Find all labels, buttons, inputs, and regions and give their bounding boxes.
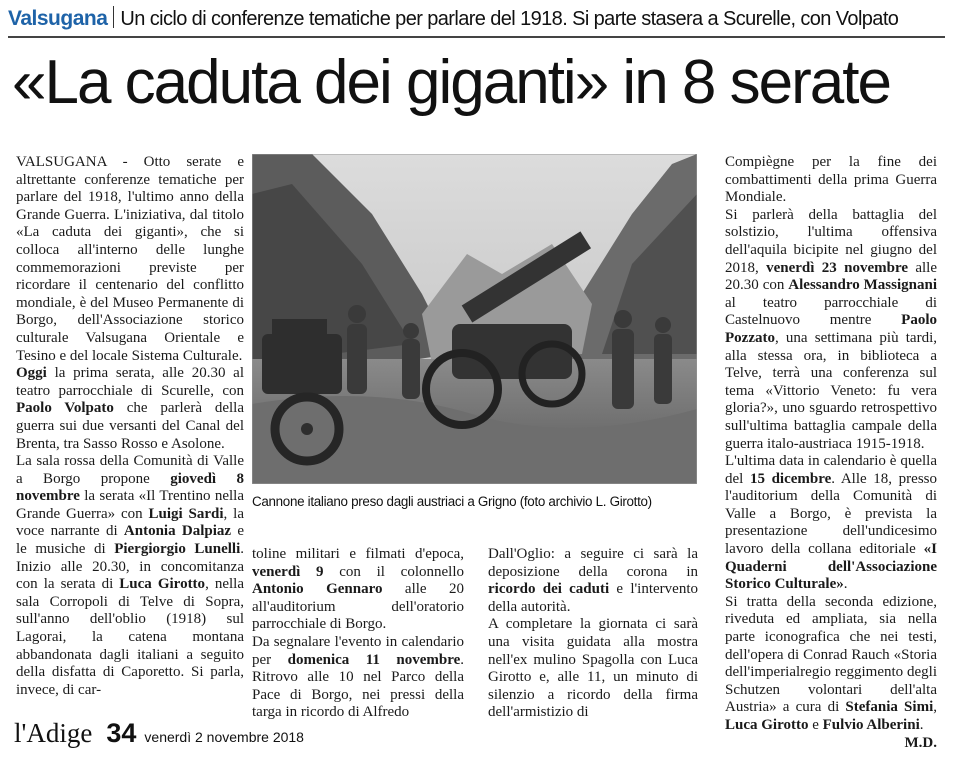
bold-text: Luca Girotto — [119, 576, 206, 593]
text: . Inizio alle 20.30, in concomitanza con la serata di — [16, 541, 244, 593]
bold-text: Stefania Simi — [845, 699, 934, 716]
bold-text: Piergiorgio Lunelli — [114, 541, 241, 558]
text: , — [933, 699, 937, 716]
text: che parlerà della guerra sui due versanti del Canal del Brenta, tra Sasso Rosso e Asolone. — [16, 400, 244, 452]
text: e — [808, 717, 823, 733]
photo-caption: Cannone italiano preso dagli austriaci a Grigno (foto archivio L. Girotto) — [252, 494, 652, 509]
text: La sala rossa della Comunità di Valle a Borgo propone — [16, 453, 244, 487]
paragraph — [16, 453, 244, 699]
paragraph: A completare la giornata ci sarà una visita guidata alla mostra nell'ex mulino Spagolla con Luca Girotto e, alle 11, un minuto di silenzio a ricordo della firma dell'armistizio di — [488, 616, 698, 721]
bold-text: Alessandro Massignani — [788, 277, 937, 294]
article-column-2 — [252, 546, 464, 722]
masthead-logo: l'Adige — [14, 718, 93, 748]
bold-text: Paolo Pozzato — [725, 312, 937, 346]
text: , una settimana più tardi, alla stessa ora, in biblioteca a Telve, terrà una conferenza sul tema «Vittorio Veneto: fu vera gloria?», uno sguardo retrospettivo sull'ultima battaglia campale della guerra italo-austriaca 1915-1918. — [725, 329, 937, 452]
text: con il colonnello — [323, 563, 465, 580]
kicker-divider — [113, 6, 114, 28]
text: Si tratta della seconda edizione, riveduta ed ampliata, sia nella parte iconografica che nei testi, dell'opera di Conrad Rauch «Storia dell'imperialregio reggimento degli Schutzen volontari dell'alta Austria» a cura di — [725, 593, 937, 716]
paragraph — [725, 453, 937, 594]
bold-text: Paolo Volpato — [16, 400, 114, 417]
text: , nella sala Corropoli di Telve di Sopra, sull'anno dell'oblio (1918) sul Lagorai, la catena montana abbandonata dagli italiani a seguito della disfatta di Caporetto. Si parla, invece, di car- — [16, 576, 245, 698]
page-number: 34 — [106, 718, 137, 748]
paragraph — [252, 634, 464, 722]
bold-text: Oggi — [16, 365, 47, 382]
text: alle 20 all'auditorium dell'oratorio parrocchiale di Borgo. — [252, 581, 464, 633]
bold-text: venerdì 23 novembre — [766, 259, 908, 276]
text: Si parlerà della battaglia del solstizio, l'ultima offensiva dell'aquila bicipite nel giugno del 2018, — [725, 206, 937, 276]
paragraph: VALSUGANA - Otto serate e altrettante conferenze tematiche per parlare del 1918, l'ultimo anno della Grande Guerra. L'iniziativa, dal titolo «La caduta dei giganti», che si colloca all'interno delle lunghe commemorazioni previste per ricordare il centenario del conflitto mondiale, è del Museo Permanente di Borgo, dell'Associazione storico culturale Valsugana Orientale e Tesino e del locale Sistema Culturale. — [16, 154, 244, 364]
paragraph — [252, 546, 464, 634]
bold-text: domenica 11 novembre — [287, 651, 461, 668]
bold-text: Antonio Gennaro — [252, 581, 383, 598]
text: e le musiche di — [16, 523, 244, 558]
text: e l'intervento della autorità. — [488, 581, 698, 615]
paragraph — [725, 593, 937, 751]
bold-text: ricordo dei caduti — [488, 581, 610, 598]
kicker-subhead: Un ciclo di conferenze tematiche per parlare del 1918. Si parte stasera a Scurelle, con Volpato — [120, 8, 899, 30]
bold-text: Antonia Dalpiaz — [123, 523, 232, 540]
article-column-4 — [725, 154, 937, 752]
text: Dall'Oglio: a seguire ci sarà la deposizione della corona in — [488, 546, 698, 580]
author-signature: M.D. — [904, 734, 937, 751]
text: la serata «Il Trentino nella Grande Guerra» con — [16, 488, 244, 522]
paragraph — [488, 546, 698, 616]
text: al teatro parrocchiale di Castelnuovo mentre — [725, 294, 937, 329]
kicker-bar — [8, 6, 945, 38]
bold-text: giovedì 8 novembre — [16, 470, 244, 505]
text: . — [843, 576, 848, 593]
bold-text: Luca Girotto — [725, 717, 809, 733]
text: L'ultima data in calendario è quella del — [725, 453, 937, 487]
paragraph — [725, 207, 937, 453]
bold-text: 15 dicembre — [749, 470, 832, 487]
bold-text: Fulvio Alberini — [822, 717, 920, 733]
text: Da segnalare l'evento in calendario per — [252, 633, 464, 668]
article-column-1 — [16, 154, 244, 699]
text: . Alle 18, presso l'auditorium della Comunità di Valle a Borgo, è prevista la presentazione dell'undicesimo lavoro della collana editoriale — [725, 470, 937, 558]
text: la prima serata, alle 20.30 al teatro parrocchiale di Scurelle, con — [16, 365, 244, 399]
text: toline militari e filmati d'epoca, — [252, 546, 464, 562]
text: alle 20.30 con — [725, 259, 937, 294]
text: , la voce narrante di — [16, 505, 244, 540]
page-footer — [14, 718, 304, 754]
paragraph — [16, 365, 244, 453]
bold-text: Luigi Sardi — [148, 505, 224, 522]
article-column-3 — [488, 546, 698, 722]
bold-text: venerdì 9 — [252, 563, 324, 580]
section-tag: Valsugana — [8, 7, 108, 30]
issue-date: venerdì 2 novembre 2018 — [144, 729, 304, 745]
text: . Ritrovo alle 10 nel Parco della Pace di Borgo, nei pressi della targa in ricordo di Alfredo — [252, 651, 465, 721]
article-photo — [252, 154, 697, 484]
paragraph: Compiègne per la fine dei combattimenti della prima Guerra Mondiale. — [725, 154, 937, 206]
article-headline: «La caduta dei giganti» in 8 serate — [12, 48, 890, 117]
text: . — [919, 717, 924, 733]
historic-photo-illustration — [252, 154, 697, 484]
bold-text: «I Quaderni dell'Associazione Storico Culturale» — [725, 541, 937, 593]
